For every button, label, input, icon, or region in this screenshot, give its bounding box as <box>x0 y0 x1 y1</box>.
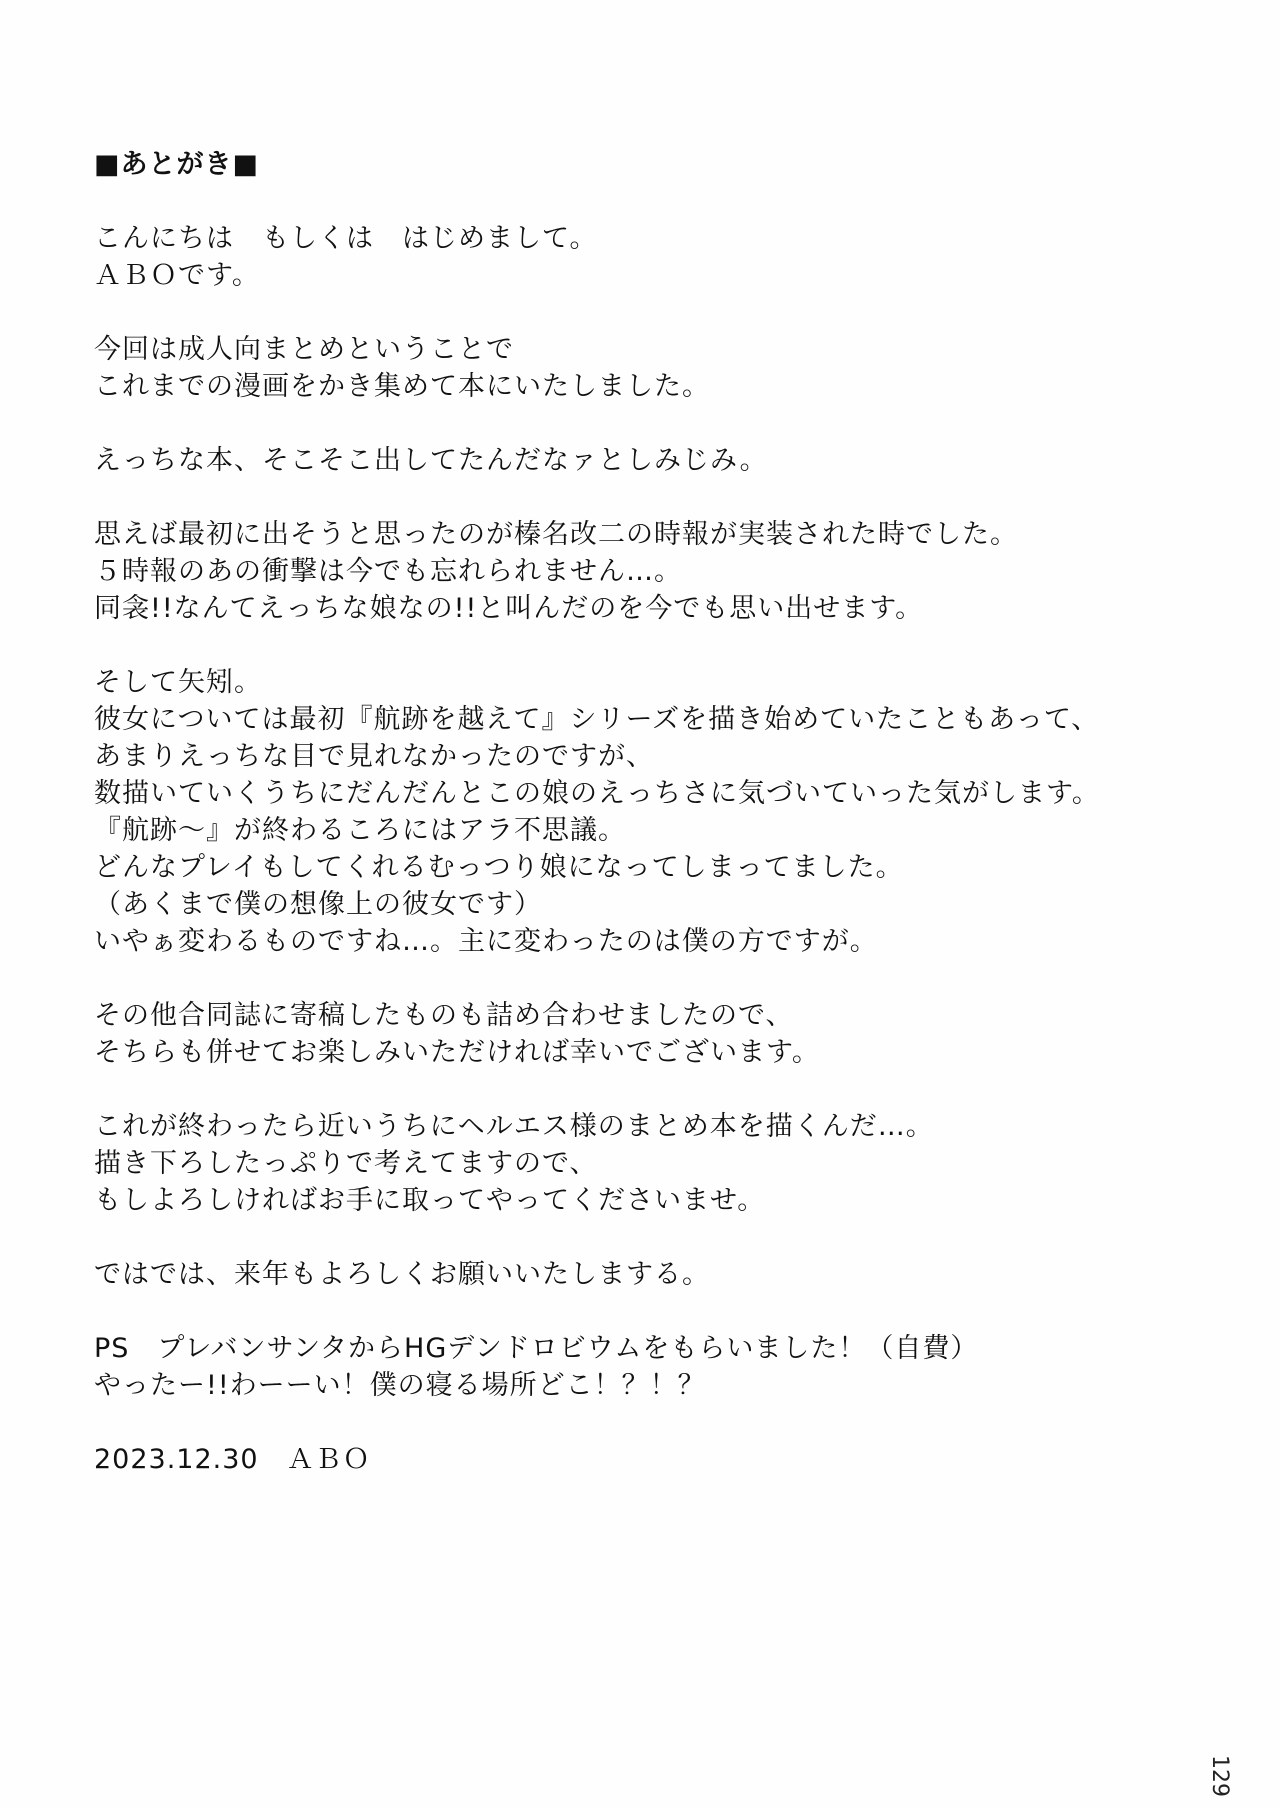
paragraph-gap <box>94 1293 1194 1330</box>
text-line: これまでの漫画をかき集めて本にいたしました。 <box>94 371 710 402</box>
text-line: （あくまで僕の想像上の彼女です） <box>94 889 542 920</box>
signature-date: 2023.12.30 ＡＢＯ <box>94 1444 371 1475</box>
text-line: PS プレバンサンタからHGデンドロビウムをもらいました！（自費） <box>94 1333 979 1364</box>
paragraph-gap <box>94 1219 1194 1256</box>
text-line: いやぁ変わるものですね…。主に変わったのは僕の方ですが。 <box>94 926 878 957</box>
paragraph-gap <box>94 627 1194 664</box>
text-line: やったー!!わーーい！僕の寝る場所どこ！？！？ <box>94 1370 706 1401</box>
paragraph-gap <box>94 183 1194 220</box>
text-line: これが終わったら近いうちにヘルエス様のまとめ本を描くんだ…。 <box>94 1111 934 1142</box>
text-line: ５時報のあの衝撃は今でも忘れられません…。 <box>94 556 682 587</box>
paragraph-gap <box>94 960 1194 997</box>
text-line: そちらも併せてお楽しみいただければ幸いでございます。 <box>94 1037 820 1068</box>
text-line: あまりえっちな目で見れなかったのですが、 <box>94 741 654 772</box>
text-line: どんなプレイもしてくれるむっつり娘になってしまってました。 <box>94 852 904 883</box>
text-line: 数描いていくうちにだんだんとこの娘のえっちさに気づいていった気がします。 <box>94 778 1100 809</box>
text-line: 彼女については最初『航跡を越えて』シリーズを描き始めていたこともあって、 <box>94 704 1100 735</box>
text-line: ではでは、来年もよろしくお願いいたしまする。 <box>94 1259 710 1290</box>
text-line: そして矢矧。 <box>94 667 262 698</box>
paragraph-gap <box>94 1071 1194 1108</box>
text-line: 描き下ろしたっぷりで考えてますので、 <box>94 1148 598 1179</box>
text-line: 同衾!!なんてえっちな娘なの!!と叫んだのを今でも思い出せます。 <box>94 593 924 624</box>
text-line: えっちな本、そこそこ出してたんだなァとしみじみ。 <box>94 445 768 476</box>
text-line: 思えば最初に出そうと思ったのが榛名改二の時報が実装された時でした。 <box>94 519 1018 550</box>
text-line: ＡＢＯです。 <box>94 260 260 291</box>
paragraph-gap <box>94 1404 1194 1441</box>
paragraph-gap <box>94 405 1194 442</box>
afterword-text <box>94 146 1194 1478</box>
text-line: こんにちは もしくは はじめまして。 <box>94 223 598 254</box>
text-line: 『航跡～』が終わるころにはアラ不思議。 <box>94 815 626 846</box>
paragraph-gap <box>94 479 1194 516</box>
paragraph-gap <box>94 294 1194 331</box>
afterword-heading: ■あとがき■ <box>94 149 260 180</box>
text-line: 今回は成人向まとめということで <box>94 334 514 365</box>
page-number: 129 <box>1207 1755 1232 1797</box>
text-line: もしよろしければお手に取ってやってくださいませ。 <box>94 1185 766 1216</box>
text-line: その他合同誌に寄稿したものも詰め合わせましたので、 <box>94 1000 794 1031</box>
